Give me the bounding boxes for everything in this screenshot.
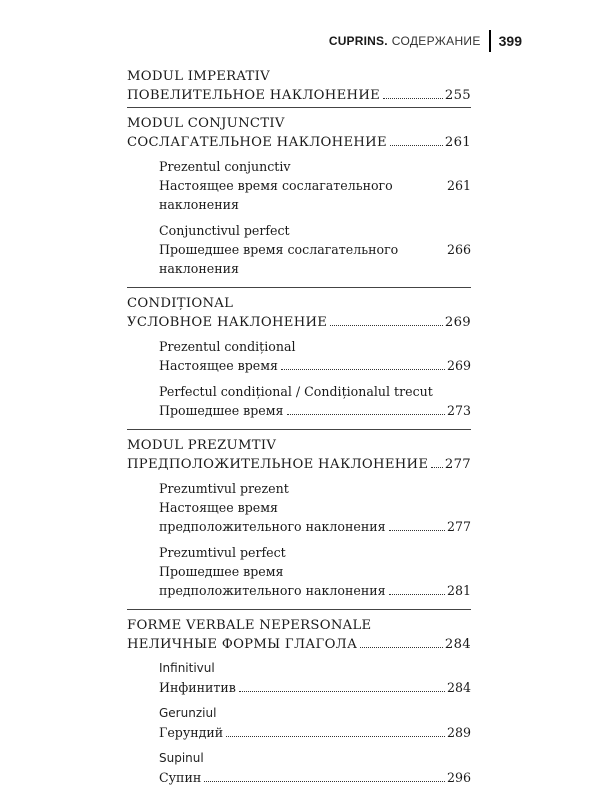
section-title-ro xyxy=(127,616,471,635)
dot-leader xyxy=(360,646,443,648)
subentry-title-ru xyxy=(159,562,471,581)
section-title-ru[interactable] xyxy=(127,133,471,152)
subentry-title-ru-text: Супин xyxy=(159,770,202,785)
dot-leader xyxy=(226,735,445,737)
dot-leader xyxy=(389,593,445,595)
section-page-number: 284 xyxy=(444,637,471,652)
subentry-page-number: 289 xyxy=(446,725,471,740)
subentry-page-number: 261 xyxy=(446,178,471,193)
section-title-ro xyxy=(127,67,471,86)
subentry-page-number: 281 xyxy=(446,583,471,598)
subentry-title-ro-text: Prezumtivul prezent xyxy=(159,481,289,496)
dot-leader xyxy=(431,466,443,468)
subentry-title-ro xyxy=(159,749,471,768)
header-divider xyxy=(489,30,491,52)
section-page-number: 277 xyxy=(444,457,471,472)
toc-section xyxy=(127,114,471,288)
subentry-title-ru-text: предположительного наклонения xyxy=(159,519,386,534)
subentry-title-ro-text: Prezentul condițional xyxy=(159,339,296,354)
toc-section xyxy=(127,294,471,430)
subentry-title-ru-text: предположительного наклонения xyxy=(159,583,386,598)
subentry-page-number: 284 xyxy=(446,680,471,695)
subentry-title-ro xyxy=(159,157,471,176)
subentry-title-ro-text: Conjunctivul perfect xyxy=(159,223,290,238)
toc-section xyxy=(127,436,471,610)
subentry-title-ro xyxy=(159,337,471,356)
section-title-ru[interactable] xyxy=(127,86,471,105)
toc-subentry[interactable] xyxy=(159,704,471,742)
dot-leader xyxy=(281,368,445,370)
dot-leader xyxy=(383,97,443,99)
subentry-title-ru xyxy=(159,517,471,536)
subentry-title-ro xyxy=(159,543,471,562)
subentry-title-ru xyxy=(159,723,471,742)
page-number: 399 xyxy=(498,33,522,49)
subentry-title-ru xyxy=(159,498,471,517)
section-title-ro xyxy=(127,114,471,133)
toc-subentry[interactable] xyxy=(159,749,471,787)
subentry-title-ru xyxy=(159,401,471,420)
subentry-title-ro-text: Infinitivul xyxy=(159,661,215,675)
subentry-title-ro xyxy=(159,221,471,240)
running-header xyxy=(329,30,522,52)
subentry-page-number: 269 xyxy=(446,358,471,373)
dot-leader xyxy=(390,144,443,146)
subentry-title-ru-text: Инфинитив xyxy=(159,680,236,695)
subentry-title-ru xyxy=(159,356,471,375)
subentry-page-number: 266 xyxy=(446,242,471,257)
subentry-title-ru-text: Настоящее время сослагательного наклонения xyxy=(159,178,393,212)
section-page-number: 255 xyxy=(444,88,471,103)
toc-subentry[interactable] xyxy=(159,337,471,375)
section-title-ru[interactable] xyxy=(127,455,471,474)
toc-subentry[interactable] xyxy=(159,221,471,278)
toc-section xyxy=(127,616,471,796)
section-title-ru-text: ПОВЕЛИТЕЛЬНОЕ НАКЛОНЕНИЕ xyxy=(127,88,381,103)
dot-leader xyxy=(204,780,445,782)
section-title-ru[interactable] xyxy=(127,635,471,654)
section-title-ro xyxy=(127,294,471,313)
toc-subentry[interactable] xyxy=(159,157,471,214)
subentry-page-number: 277 xyxy=(446,519,471,534)
subentry-title-ru-text: Прошедшее время сослагательного наклонения xyxy=(159,242,399,276)
subentry-title-ru-text: Прошедшее время xyxy=(159,564,284,579)
subentry-title-ru-text: Герундий xyxy=(159,725,224,740)
subentry-page-number: 296 xyxy=(446,770,471,785)
toc-subentry[interactable] xyxy=(159,382,471,420)
subentry-title-ro-text: Gerunziul xyxy=(159,706,217,720)
toc-section xyxy=(127,67,471,108)
section-title-ro-text: CONDIȚIONAL xyxy=(127,296,234,311)
toc-subentry[interactable] xyxy=(159,659,471,697)
subentry-title-ru-text: Настоящее время xyxy=(159,358,279,373)
header-title-ru: СОДЕРЖАНИЕ xyxy=(391,34,481,48)
section-title-ru-text: УСЛОВНОЕ НАКЛОНЕНИЕ xyxy=(127,315,328,330)
dot-leader xyxy=(239,690,445,692)
subentry-title-ro xyxy=(159,479,471,498)
dot-leader xyxy=(287,413,445,415)
subentry-title-ro xyxy=(159,659,471,678)
section-title-ru-text: СОСЛАГАТЕЛЬНОЕ НАКЛОНЕНИЕ xyxy=(127,135,387,150)
subentry-title-ro xyxy=(159,382,471,401)
subentry-title-ru xyxy=(159,678,471,697)
section-page-number: 261 xyxy=(444,135,471,150)
toc-subentry[interactable] xyxy=(159,543,471,600)
subentry-title-ru xyxy=(159,768,471,787)
subentry-title-ru xyxy=(159,240,471,278)
subentry-title-ro-text: Prezentul conjunctiv xyxy=(159,159,291,174)
section-page-number: 269 xyxy=(444,315,471,330)
section-title-ro-text: MODUL PREZUMTIV xyxy=(127,438,277,453)
section-title-ru[interactable] xyxy=(127,313,471,332)
section-title-ro xyxy=(127,436,471,455)
section-title-ro-text: MODUL IMPERATIV xyxy=(127,69,270,84)
section-title-ro-text: MODUL CONJUNCTIV xyxy=(127,116,285,131)
table-of-contents xyxy=(127,67,471,802)
dot-leader xyxy=(330,324,443,326)
subentry-title-ro-text: Supinul xyxy=(159,751,204,765)
subentry-title-ru xyxy=(159,581,471,600)
subentry-title-ru-text: Настоящее время xyxy=(159,500,279,515)
header-title-ro: CUPRINS. xyxy=(328,34,388,48)
subentry-title-ro-text: Perfectul condițional / Condiționalul trecut xyxy=(159,384,433,399)
section-title-ru-text: ПРЕДПОЛОЖИТЕЛЬНОЕ НАКЛОНЕНИЕ xyxy=(127,457,429,472)
subentry-title-ru-text: Прошедшее время xyxy=(159,403,284,418)
section-title-ru-text: НЕЛИЧНЫЕ ФОРМЫ ГЛАГОЛА xyxy=(127,637,358,652)
section-title-ro-text: FORME VERBALE NEPERSONALE xyxy=(127,618,372,633)
toc-subentry[interactable] xyxy=(159,479,471,536)
dot-leader xyxy=(389,529,445,531)
subentry-title-ro xyxy=(159,704,471,723)
subentry-page-number: 273 xyxy=(446,403,471,418)
subentry-title-ru xyxy=(159,176,471,214)
subentry-title-ro-text: Prezumtivul perfect xyxy=(159,545,286,560)
